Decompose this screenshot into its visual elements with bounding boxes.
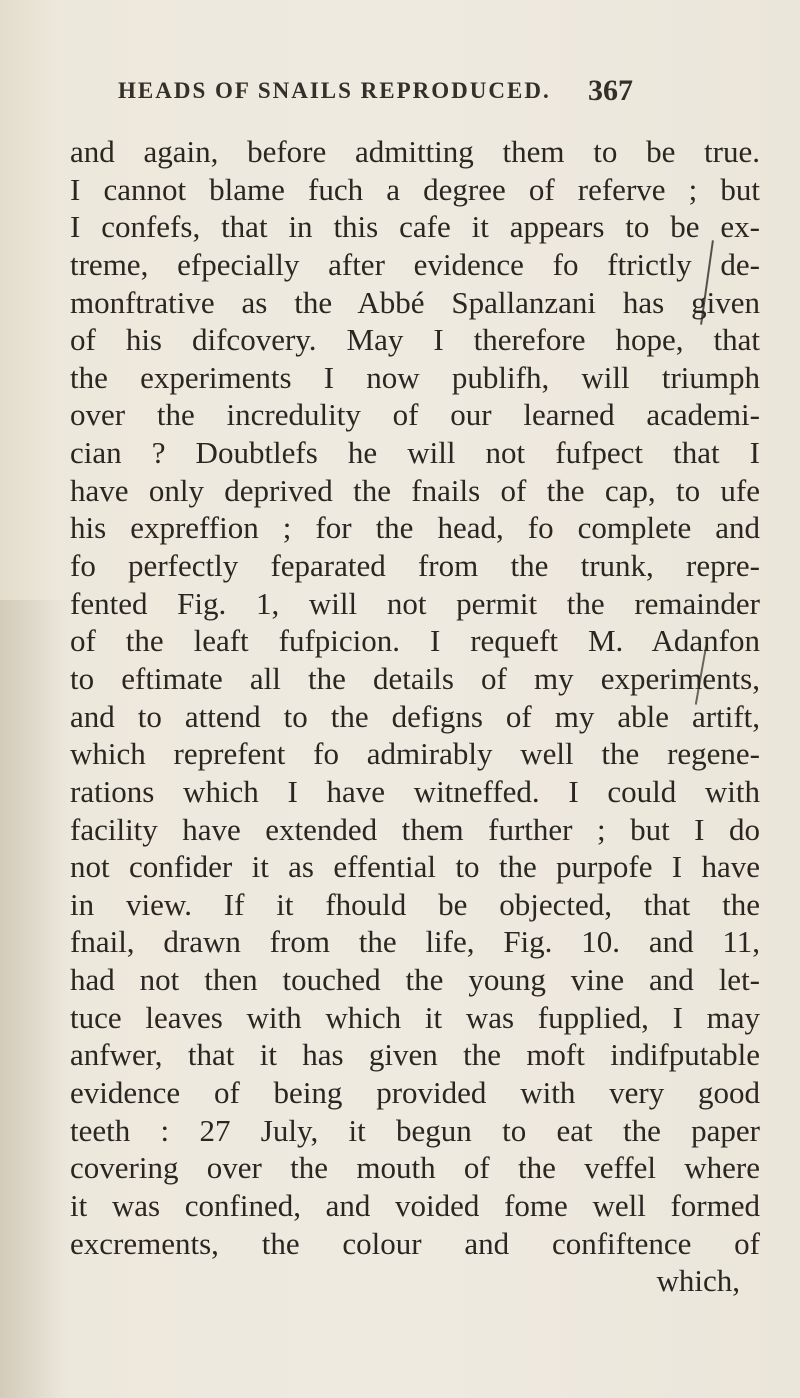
text-line: excrements, the colour and confiftence of <box>70 1225 760 1261</box>
text-line: of his difcovery. May I therefore hope, that <box>70 322 760 358</box>
catchword-line: which, <box>656 1263 740 1299</box>
running-head <box>118 74 718 118</box>
text-line: and to attend to the defigns of my able artift, <box>70 698 760 734</box>
text-line: have only deprived the fnails of the cap, to ufe <box>70 472 760 508</box>
text-line: fented Fig. 1, will not permit the remainder <box>70 585 760 621</box>
text-line: fnail, drawn from the life, Fig. 10. and 11, <box>70 924 760 960</box>
text-line: teeth : 27 July, it begun to eat the paper <box>70 1112 760 1148</box>
text-line: his expreffion ; for the head, fo complete and <box>70 510 760 546</box>
text-line: facility have extended them further ; but I do <box>70 811 760 847</box>
text-line: monftrative as the Abbé Spallanzani has given <box>70 284 760 320</box>
text-line: not confider it as effential to the purpofe I have <box>70 849 760 885</box>
text-line: to eftimate all the details of my experiments, <box>70 660 760 696</box>
text-line: I confefs, that in this cafe it appears to be ex- <box>70 209 760 245</box>
running-head-title: HEADS OF SNAILS REPRODUCED. <box>118 78 551 103</box>
text-line: treme, efpecially after evidence fo ftrictly de- <box>70 246 760 282</box>
text-line: which reprefent fo admirably well the regene- <box>70 736 760 772</box>
text-line: covering over the mouth of the veffel where <box>70 1150 760 1186</box>
text-line: the experiments I now publifh, will triumph <box>70 359 760 395</box>
text-line: I cannot blame fuch a degree of referve ; but <box>70 171 760 207</box>
text-line: had not then touched the young vine and let- <box>70 962 760 998</box>
text-line: it was confined, and voided fome well formed <box>70 1187 760 1223</box>
text-line: fo perfectly feparated from the trunk, repre- <box>70 548 760 584</box>
text-line: tuce leaves with which it was fupplied, I may <box>70 999 760 1035</box>
text-line: in view. If it fhould be objected, that the <box>70 886 760 922</box>
text-line: anfwer, that it has given the moft indifputable <box>70 1037 760 1073</box>
body-text <box>70 133 760 1300</box>
text-line: rations which I have witneffed. I could with <box>70 773 760 809</box>
text-line: cian ? Doubtlefs he will not fufpect that I <box>70 435 760 471</box>
text-line: over the incredulity of our learned academi- <box>70 397 760 433</box>
text-line: and again, before admitting them to be true. <box>70 134 760 169</box>
text-line: evidence of being provided with very good <box>70 1075 760 1111</box>
page-number: 367 <box>588 74 633 107</box>
page-edge-shadow <box>0 600 70 1398</box>
text-line: of the leaft fufpicion. I requeft M. Adanfon <box>70 623 760 659</box>
